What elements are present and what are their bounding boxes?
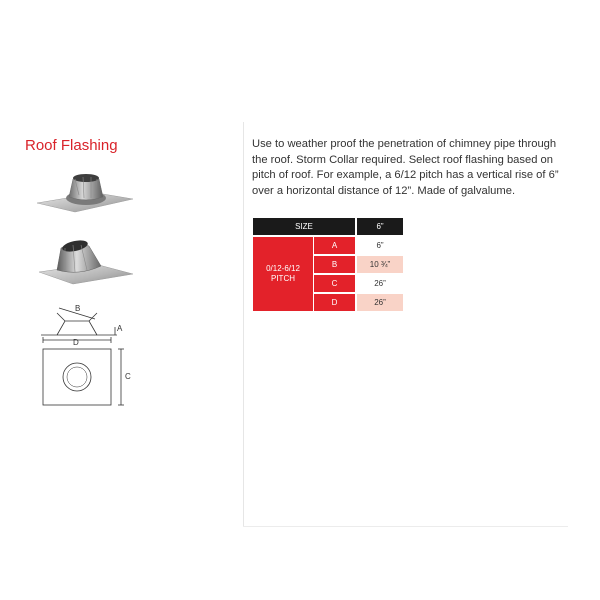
header-6-inch: 6” xyxy=(356,218,403,236)
diagram-label-b: B xyxy=(75,304,81,313)
flashing-dimension-diagram xyxy=(35,303,135,408)
size-spec-table xyxy=(253,218,403,311)
pitch-label xyxy=(253,236,314,311)
diagram-label-c: C xyxy=(125,372,131,381)
row-letter: C xyxy=(314,274,357,293)
row-letter: B xyxy=(314,255,357,274)
page-title: Roof Flashing xyxy=(25,137,118,154)
row-value: 26” xyxy=(356,274,403,293)
row-value: 26” xyxy=(356,293,403,311)
product-description: Use to weather proof the penetration of chimney pipe through the roof. Storm Collar required. Select roof flashing based on pitch of roof. For example, a 6/12 pitch has a vertical rise of 6” over a horizontal distance of 12”. Made of galvalume. xyxy=(252,138,559,197)
column-divider xyxy=(243,122,244,527)
header-size: SIZE xyxy=(253,218,356,236)
pitch-label-line2: PITCH xyxy=(271,274,295,283)
diagram-label-d: D xyxy=(73,338,79,347)
row-letter: A xyxy=(314,236,357,255)
flat-roof-flashing-image xyxy=(35,165,135,215)
row-value: 6” xyxy=(356,236,403,255)
table-row xyxy=(253,236,403,255)
bottom-divider xyxy=(243,526,568,527)
adjustable-roof-flashing-image xyxy=(35,236,135,288)
table-header-row xyxy=(253,218,403,236)
diagram-label-a: A xyxy=(117,324,123,333)
row-value: 10 ¾” xyxy=(356,255,403,274)
row-letter: D xyxy=(314,293,357,311)
pitch-label-line1: 0/12-6/12 xyxy=(266,264,300,273)
